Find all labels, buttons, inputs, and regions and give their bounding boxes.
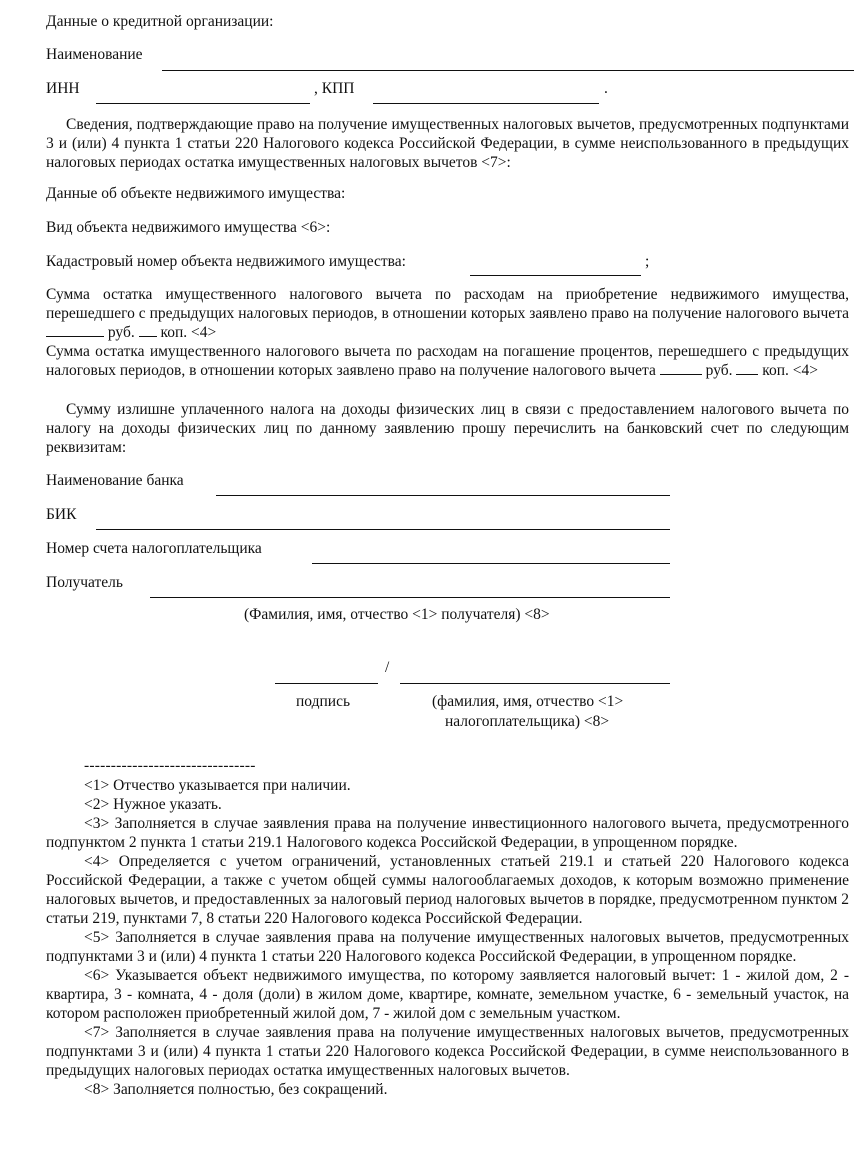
recipient-label: Получатель [46, 574, 123, 591]
org-name-field[interactable] [162, 70, 854, 71]
account-label: Номер счета налогоплательщика [46, 540, 262, 557]
intro-paragraph: Сведения, подтверждающие право на получение имущественных налоговых вычетов, предусмотренных подпунктами 3 и (или) 4 пункта 1 статьи 220 Налогового кодекса Российской Федерации, в сумме неиспользованного в предыдущих налоговых периодах остатка имущественных налоговых вычетов <7>: [46, 116, 849, 171]
footnote-2: <2> Нужное указать. [84, 796, 222, 813]
bank-name-field[interactable] [216, 495, 670, 496]
bik-label: БИК [46, 506, 77, 523]
property-heading: Данные об объекте недвижимого имущества: [46, 185, 346, 202]
rub-label: руб. [107, 324, 135, 341]
remainder-purchase-kop-field[interactable] [139, 323, 157, 337]
footnotes [46, 776, 849, 1099]
bank-name-label: Наименование банка [46, 472, 184, 489]
footnote-6: <6> Указывается объект недвижимого имущества, по которому заявляется налоговый вычет: 1 - жилой дом, 2 - квартира, 3 - комната, 4 - доля (доли) в жилом доме, квартире, комнате, земельном участке, 6 - земельный участок, на котором расположен приобретенный жилой дом, 7 - жилой дом с земельным участком. [46, 967, 849, 1022]
signature-caption: подпись [296, 693, 351, 710]
taxpayer-name-caption-2: налогоплательщика) <8> [445, 713, 610, 730]
cadastral-end: ; [645, 253, 650, 270]
remainder-interest-kop-field[interactable] [736, 361, 758, 375]
taxpayer-name-field[interactable] [400, 683, 670, 684]
bik-field[interactable] [96, 529, 670, 530]
footnote-8: <8> Заполняется полностью, без сокращений. [84, 1081, 388, 1098]
kpp-field[interactable] [373, 103, 599, 104]
cadastral-label: Кадастровый номер объекта недвижимого имущества: [46, 253, 406, 270]
kop-label: коп. <4> [762, 362, 819, 379]
recipient-field[interactable] [150, 597, 670, 598]
footnote-3: <3> Заполняется в случае заявления права на получение инвестиционного налогового вычета, предусмотренного подпунктом 2 пункта 1 статьи 219.1 Налогового кодекса Российской Федерации, в упрощенном порядке. [46, 815, 849, 851]
taxpayer-name-caption-1: (фамилия, имя, отчество <1> [432, 693, 624, 710]
remainder-interest-rub-field[interactable] [660, 361, 702, 375]
cadastral-field[interactable] [470, 275, 641, 276]
inn-label: ИНН [46, 80, 80, 97]
recipient-caption: (Фамилия, имя, отчество <1> получателя) <8> [244, 606, 550, 623]
remainder-purchase-text: Сумма остатка имущественного налогового вычета по расходам на приобретение недвижимого имущества, перешедшего с предыдущих налоговых периодов, в отношении которых заявлено право на получение налогового вычета [46, 286, 849, 322]
property-type-label: Вид объекта недвижимого имущества <6>: [46, 219, 331, 236]
account-field[interactable] [312, 563, 670, 564]
credit-org-heading: Данные о кредитной организации: [46, 13, 274, 30]
kpp-end-dot: . [604, 80, 608, 97]
remainder-interest [46, 342, 849, 380]
remainder-purchase-rub-field[interactable] [46, 323, 104, 337]
org-name-label: Наименование [46, 46, 143, 63]
remainder-interest-text: Сумма остатка имущественного налогового вычета по расходам на погашение процентов, перешедшего с предыдущих налоговых периодов, в отношении которых заявлено право на получение налогового вычета [46, 343, 849, 379]
footnote-5: <5> Заполняется в случае заявления права на получение имущественных налоговых вычетов, предусмотренных подпунктами 3 и (или) 4 пункта 1 статьи 220 Налогового кодекса Российской Федерации, в упрощенном порядке. [46, 929, 849, 965]
remainder-purchase [46, 285, 849, 342]
kop-label: коп. <4> [160, 324, 217, 341]
footnote-4: <4> Определяется с учетом ограничений, установленных статьей 219.1 и статьей 220 Налогового кодекса Российской Федерации, а также с учетом общей суммы налогооблагаемых доходов, к которым возможно применение налоговых вычетов, и предоставленных за налоговый период налоговых вычетов в порядке, предусмотренном пунктом 2 статьи 219, пунктами 7, 8 статьи 220 Налогового кодекса Российской Федерации. [46, 853, 849, 927]
rub-label: руб. [705, 362, 733, 379]
transfer-paragraph: Сумму излишне уплаченного налога на доходы физических лиц в связи с предоставлением налогового вычета по налогу на доходы физических лиц по данному заявлению прошу перечислить на банковский счет по следующим реквизитам: [46, 401, 849, 456]
footnote-7: <7> Заполняется в случае заявления права на получение имущественных налоговых вычетов, предусмотренных подпунктами 3 и (или) 4 пункта 1 статьи 220 Налогового кодекса Российской Федерации, в сумме неиспользованного в предыдущих налоговых периодах остатка имущественных налоговых вычетов. [46, 1024, 849, 1079]
signature-separator: / [385, 659, 390, 676]
signature-field[interactable] [275, 683, 378, 684]
footnote-rule: -------------------------------- [84, 757, 256, 774]
kpp-label: , КПП [314, 80, 355, 97]
footnote-1: <1> Отчество указывается при наличии. [84, 777, 351, 794]
inn-field[interactable] [96, 103, 310, 104]
